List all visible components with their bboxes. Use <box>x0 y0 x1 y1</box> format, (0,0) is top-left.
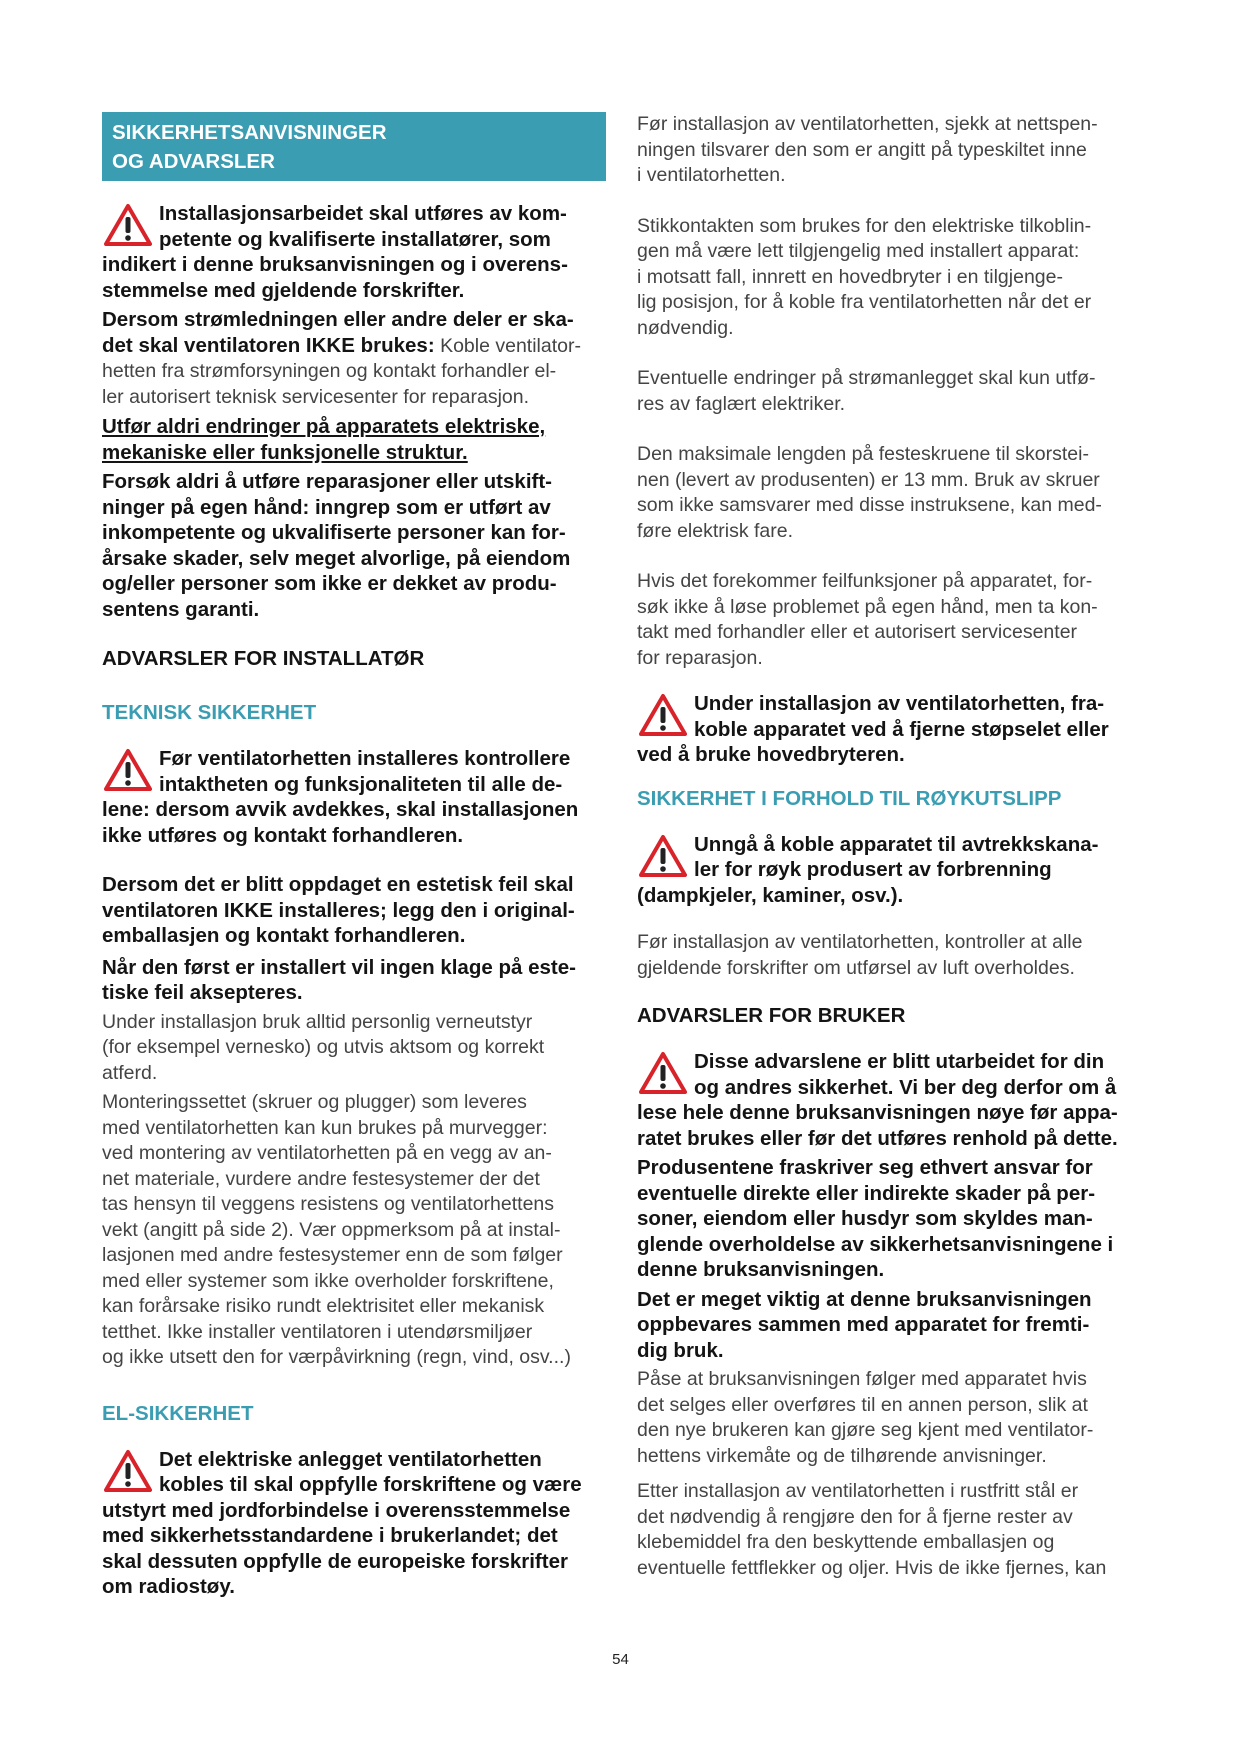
text-line: utstyrt med jordforbindelse i overensstemmelse <box>102 1498 571 1522</box>
text-line: indikert i denne bruksanvisningen og i overens- <box>102 253 568 276</box>
warning-block <box>637 832 1133 909</box>
text-line: Før installasjon av ventilatorhetten, kontroller at alle <box>637 931 1083 953</box>
text-line: Før ventilatorhetten installeres kontrollere <box>159 747 571 770</box>
text-line: gjeldende forskrifter om utførsel av luft overholdes. <box>637 956 1075 979</box>
text-line: ventilatoren IKKE installeres; legg den i original- <box>102 898 575 922</box>
warning-block <box>637 1049 1133 1151</box>
heading-installer: ADVARSLER FOR INSTALLATØR <box>102 647 425 670</box>
text-line: eventuelle fettflekker og oljer. Hvis de ikke fjernes, kan <box>637 1556 1107 1579</box>
text-line: Installasjonsarbeidet skal utføres av kom- <box>159 202 567 225</box>
text-line: tetthet. Ikke installer ventilatoren i utendørsmiljøer <box>102 1320 533 1343</box>
paragraph <box>637 1287 1133 1364</box>
paragraph <box>102 955 606 1006</box>
text-line: oppbevares sammen med apparatet for fremti- <box>637 1313 1090 1336</box>
text-line: Produsentene fraskriver seg ethvert ansvar for <box>637 1156 1093 1179</box>
text-line: i motsatt fall, innrett en hovedbryter i en tilgjenge- <box>637 265 1063 288</box>
paragraph <box>102 1010 606 1087</box>
text-line: vekt (angitt på side 2). Vær oppmerksom på at instal- <box>102 1218 561 1241</box>
warning-block <box>102 201 606 303</box>
text-line: Hvis det forekommer feilfunksjoner på apparatet, for- <box>637 570 1093 592</box>
paragraph <box>637 214 1133 342</box>
text-line: skal dessuten oppfylle de europeiske forskrifter <box>102 1549 568 1573</box>
paragraph <box>637 442 1133 544</box>
paragraph <box>102 1090 606 1371</box>
paragraph <box>637 1479 1133 1581</box>
section-banner <box>102 112 606 181</box>
text-line: mekaniske eller funksjonelle struktur. <box>102 440 468 464</box>
text-line: ler autorisert teknisk servicesenter for reparasjon. <box>102 385 530 408</box>
text-line: tiske feil aksepteres. <box>102 981 303 1004</box>
text-line: Koble ventilator- <box>434 334 581 357</box>
warning-block <box>102 746 606 848</box>
text-line: årsake skader, selv meget alvorlige, på eiendom <box>102 546 571 570</box>
text-line: ratet brukes eller før det utføres renhold på dette. <box>637 1126 1118 1150</box>
text-line: og andres sikkerhet. Vi ber deg derfor om å <box>694 1075 1117 1099</box>
text-line: hettens virkemåte og de tilhørende anvisninger. <box>637 1444 1047 1467</box>
text-line: Dersom det er blitt oppdaget en estetisk feil skal <box>102 873 574 896</box>
text-line: det skal ventilatoren IKKE brukes: <box>102 333 435 357</box>
warning-text <box>102 201 606 303</box>
text-line: ved montering av ventilatorhetten på en vegg av an- <box>102 1142 552 1164</box>
text-line: og ikke utsett den for værpåvirkning (regn, vind, osv...) <box>102 1346 571 1368</box>
right-column <box>637 112 1133 1581</box>
text-line: som ikke samsvarer med disse instruksene, kan med- <box>637 494 1102 516</box>
paragraph <box>637 569 1133 671</box>
text-line: Før installasjon av ventilatorhetten, sjekk at nettspen- <box>637 113 1098 135</box>
warning-text <box>637 691 1133 768</box>
text-line: denne bruksanvisningen. <box>637 1258 885 1281</box>
paragraph <box>102 469 606 622</box>
text-line: dig bruk. <box>637 1338 724 1362</box>
warning-triangle-icon <box>639 693 687 737</box>
warning-triangle-icon <box>639 1051 687 1095</box>
text-line: Unngå å koble apparatet til avtrekkskana- <box>694 832 1099 856</box>
subheading-electrical: EL-SIKKERHET <box>102 1401 254 1425</box>
text-line: Disse advarslene er blitt utarbeidet for din <box>694 1050 1105 1073</box>
text-line: i ventilatorhetten. <box>637 164 786 186</box>
banner-line: SIKKERHETSANVISNINGER <box>112 121 387 144</box>
text-line: Under installasjon av ventilatorhetten, fra- <box>694 692 1105 715</box>
text-line: om radiostøy. <box>102 1575 235 1598</box>
subheading-technical: TEKNISK SIKKERHET <box>102 701 317 724</box>
text-line: net materiale, vurdere andre festesystemer der det <box>102 1167 540 1190</box>
text-line: intaktheten og funksjonaliteten til alle de- <box>159 772 563 796</box>
text-line: Under installasjon bruk alltid personlig verneutstyr <box>102 1010 533 1033</box>
paragraph <box>637 112 1133 189</box>
paragraph <box>637 930 1133 981</box>
text-line: Det er meget viktig at denne bruksanvisningen <box>637 1287 1092 1311</box>
warning-text <box>637 1049 1133 1151</box>
text-line: inkompetente og ukvalifiserte personer kan for- <box>102 521 566 544</box>
warning-text <box>102 746 606 848</box>
text-line: soner, eiendom eller husdyr som skyldes man- <box>637 1207 1093 1230</box>
text-line: petente og kvalifiserte installatører, som <box>159 227 551 251</box>
text-line: søk ikke å løse problemet på egen hånd, men ta kon- <box>637 595 1098 618</box>
warning-triangle-icon <box>104 1449 152 1493</box>
text-line: Påse at bruksanvisningen følger med apparatet hvis <box>637 1368 1087 1390</box>
left-column <box>102 112 606 1604</box>
text-line: takt med forhandler eller et autorisert servicesenter <box>637 621 1078 643</box>
underlined-paragraph <box>102 414 606 465</box>
text-line: Forsøk aldri å utføre reparasjoner eller utskift- <box>102 470 552 493</box>
text-line: med ventilatorhetten kan kun brukes på murvegger: <box>102 1116 548 1139</box>
text-line: Monteringssettet (skruer og plugger) som leveres <box>102 1091 527 1113</box>
paragraph <box>102 872 606 949</box>
text-line: ikke utføres og kontakt forhandleren. <box>102 823 464 847</box>
text-line: det nødvendig å rengjøre den for å fjerne rester av <box>637 1505 1073 1528</box>
text-line: hetten fra strømforsyningen og kontakt forhandler el- <box>102 360 557 382</box>
text-line: glende overholdelse av sikkerhetsanvisningene i <box>637 1232 1114 1256</box>
text-line: Etter installasjon av ventilatorhetten i rustfritt stål er <box>637 1480 1079 1502</box>
text-line: Når den først er installert vil ingen klage på este- <box>102 955 576 979</box>
text-line: Dersom strømledningen eller andre deler er ska- <box>102 308 574 331</box>
text-line: kobles til skal oppfylle forskriftene og være <box>159 1473 582 1496</box>
text-line: nødvendig. <box>637 316 734 339</box>
text-line: stemmelse med gjeldende forskrifter. <box>102 278 465 302</box>
warning-text <box>637 832 1133 909</box>
subheading-smoke: SIKKERHET I FORHOLD TIL RØYKUTSLIPP <box>637 786 1062 810</box>
warning-block <box>637 691 1133 768</box>
text-line: for reparasjon. <box>637 646 763 669</box>
text-line: og/eller personer som ikke er dekket av produ- <box>102 572 557 595</box>
text-line: Stikkontakten som brukes for den elektriske tilkoblin- <box>637 214 1092 237</box>
text-line: kan forårsake risiko rundt elektrisitet eller mekanisk <box>102 1295 545 1317</box>
text-line: emballasjen og kontakt forhandleren. <box>102 924 466 947</box>
text-line: lasjonen med andre festesystemer enn de som følger <box>102 1244 563 1266</box>
text-line: ninger på egen hånd: inngrep som er utført av <box>102 495 551 519</box>
text-line: tas hensyn til veggens resistens og ventilatorhettens <box>102 1193 555 1215</box>
text-line: ler for røyk produsert av forbrenning <box>694 858 1052 881</box>
text-line: ved å bruke hovedbryteren. <box>637 743 905 766</box>
warning-triangle-icon <box>104 203 152 247</box>
warning-text <box>102 1447 606 1600</box>
paragraph <box>102 307 606 410</box>
text-line: Den maksimale lengden på festeskruene til skorstei- <box>637 443 1089 465</box>
text-line: føre elektrisk fare. <box>637 519 794 542</box>
page-number: 54 <box>612 1651 629 1668</box>
text-line: lig posisjon, for å koble fra ventilatorhetten når det er <box>637 291 1092 313</box>
text-line: ningen tilsvarer den som er angitt på typeskiltet inne <box>637 138 1087 161</box>
text-line: koble apparatet ved å fjerne støpselet eller <box>694 717 1109 741</box>
heading-user: ADVARSLER FOR BRUKER <box>637 1004 906 1027</box>
text-line: atferd. <box>102 1061 158 1084</box>
text-line: eventuelle direkte eller indirekte skader på per- <box>637 1181 1096 1205</box>
text-line: det selges eller overføres til en annen person, slik at <box>637 1393 1088 1416</box>
text-line: gen må være lett tilgjengelig med installert apparat: <box>637 240 1080 262</box>
banner-line: OG ADVARSLER <box>112 150 275 173</box>
paragraph <box>637 1155 1133 1283</box>
text-line: med eller systemer som ikke overholder forskriftene, <box>102 1269 554 1292</box>
text-line: (for eksempel vernesko) og utvis aktsom og korrekt <box>102 1036 545 1058</box>
text-line: nen (levert av produsenten) er 13 mm. Bruk av skruer <box>637 468 1100 491</box>
text-line: med sikkerhetsstandardene i brukerlandet; det <box>102 1524 558 1547</box>
warning-triangle-icon <box>639 834 687 878</box>
text-line: klebemiddel fra den beskyttende emballasjen og <box>637 1531 1055 1553</box>
text-line: Det elektriske anlegget ventilatorhetten <box>159 1447 542 1471</box>
paragraph <box>637 366 1133 417</box>
text-line: lene: dersom avvik avdekkes, skal installasjonen <box>102 798 579 821</box>
paragraph <box>637 1367 1133 1469</box>
warning-block <box>102 1447 606 1600</box>
text-line: res av faglært elektriker. <box>637 392 846 415</box>
text-line: Utfør aldri endringer på apparatets elektriske, <box>102 415 546 438</box>
text-line: (dampkjeler, kaminer, osv.). <box>637 883 904 907</box>
text-line: lese hele denne bruksanvisningen nøye før appa- <box>637 1101 1118 1124</box>
text-line: den nye brukeren kan gjøre seg kjent med ventilator- <box>637 1419 1094 1441</box>
text-line: Eventuelle endringer på strømanlegget skal kun utfø- <box>637 367 1096 389</box>
warning-triangle-icon <box>104 748 152 792</box>
text-line: sentens garanti. <box>102 597 260 621</box>
